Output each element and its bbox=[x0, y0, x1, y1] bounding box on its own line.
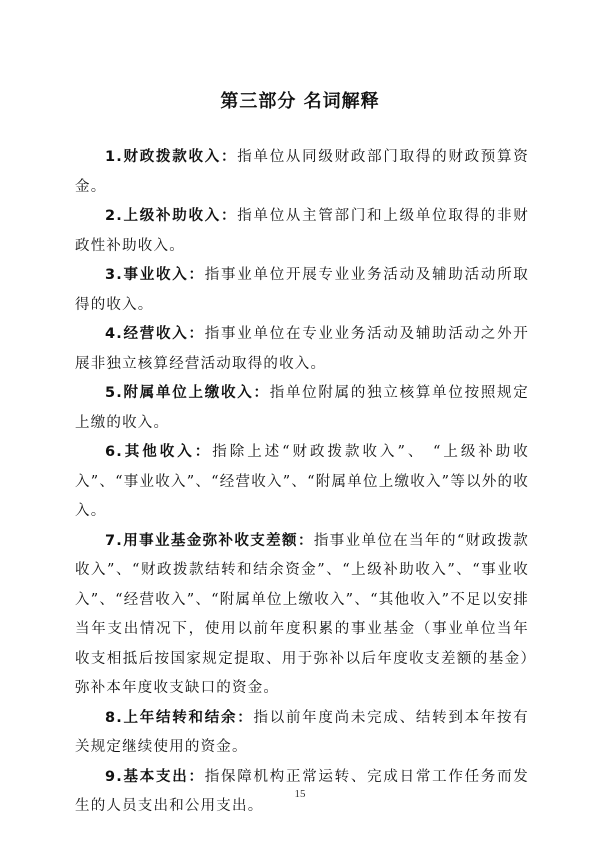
item-number: 2. bbox=[105, 208, 123, 224]
item-number: 6. bbox=[105, 444, 123, 460]
definition-item bbox=[75, 527, 529, 704]
page-number: 15 bbox=[294, 788, 306, 800]
term-label: 上年结转和结余： bbox=[123, 709, 254, 726]
definition-text: 指除上述“财政拨款收入”、 “上级补助收入”、“事业收入”、“经营收入”、“附属单位上缴收入”等以外的收入。 bbox=[75, 444, 529, 519]
page-title: 第三部分 名词解释 bbox=[220, 91, 380, 112]
definition-item bbox=[75, 261, 529, 320]
item-number: 1. bbox=[105, 149, 123, 165]
term-label: 基本支出： bbox=[123, 768, 205, 785]
item-number: 8. bbox=[105, 709, 123, 726]
term-label: 其他收入： bbox=[123, 444, 213, 460]
item-number: 5. bbox=[105, 385, 123, 401]
definition-text: 指事业单位开展专业业务活动及辅助活动所取得的收入。 bbox=[75, 267, 530, 313]
term-label: 上级补助收入： bbox=[123, 208, 238, 224]
item-number: 9. bbox=[105, 768, 123, 785]
definitions-list bbox=[75, 143, 529, 822]
definition-item bbox=[75, 438, 529, 527]
definition-item bbox=[75, 379, 529, 438]
definition-text: 指以前年度尚未完成、结转到本年按有关规定继续使用的资金。 bbox=[75, 709, 529, 755]
term-label: 经营收入： bbox=[123, 326, 205, 342]
definition-text: 指事业单位在当年的“财政拨款收入”、“财政拨款结转和结余资金”、“上级补助收入”、“事业收入”、“经营收入”、“附属单位上缴收入”、“其他收入”不足以安排当年支出情况下，使用以前年度积累的事业基金（事业单位当年收支相抵后按国家规定提取、用于弥补以后年度收支差额的基金）弥补本年度收支缺口的资金。 bbox=[75, 532, 529, 696]
definition-item bbox=[75, 202, 529, 261]
definition-text: 指保障机构正常运转、完成日常工作任务而发生的人员支出和公用支出。 bbox=[75, 768, 530, 814]
item-number: 7. bbox=[105, 532, 123, 549]
definition-item bbox=[75, 704, 529, 763]
item-number: 4. bbox=[105, 326, 123, 342]
definition-item bbox=[75, 320, 529, 379]
term-label: 用事业基金弥补收支差额： bbox=[123, 532, 314, 549]
definition-text: 指单位从主管部门和上级单位取得的非财政性补助收入。 bbox=[75, 208, 529, 254]
definition-text: 指单位附属的独立核算单位按照规定上缴的收入。 bbox=[75, 385, 529, 431]
item-number: 3. bbox=[105, 267, 123, 283]
term-label: 事业收入： bbox=[123, 267, 205, 283]
definition-text: 指事业单位在专业业务活动及辅助活动之外开展非独立核算经营活动取得的收入。 bbox=[75, 326, 530, 372]
term-label: 财政拨款收入： bbox=[123, 149, 238, 165]
definition-item bbox=[75, 143, 529, 202]
definition-text: 指单位从同级财政部门取得的财政预算资金。 bbox=[75, 149, 529, 195]
term-label: 附属单位上缴收入： bbox=[123, 385, 270, 401]
